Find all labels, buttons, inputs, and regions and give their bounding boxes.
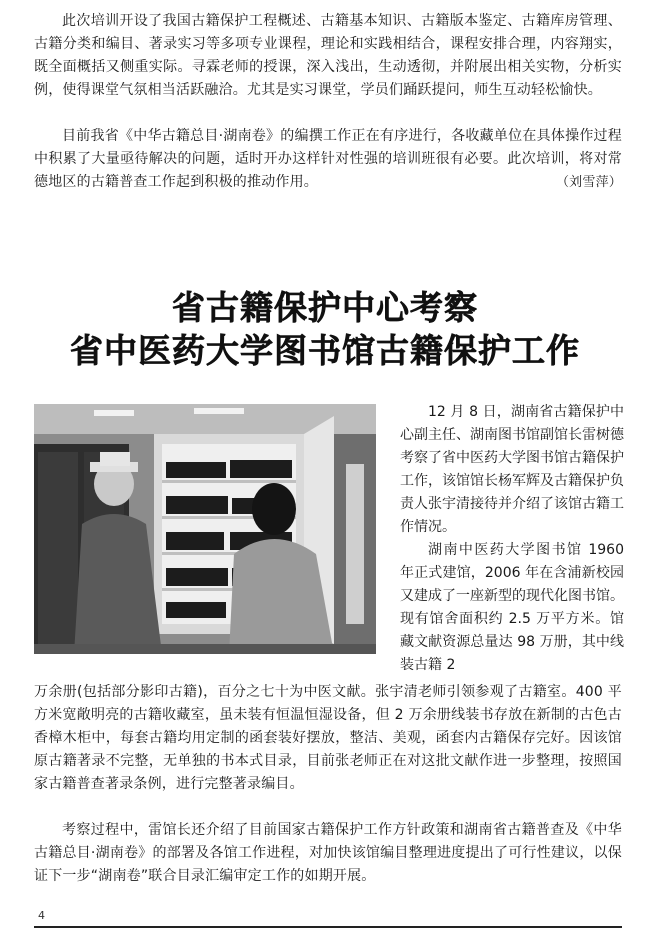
article-paragraph-3: 考察过程中，雷馆长还介绍了目前国家古籍保护工作方针政策和湖南省古籍普查及《中华古籍总目·湖南卷》的部署及各馆工作进程，对加快该馆编目整理进度提出了可行性建议，以保证下一步“湖南卷”联合目录汇编审定工作的如期开展。 xyxy=(34,822,622,884)
article-paragraph-1: 12 月 8 日，湖南省古籍保护中心副主任、湖南图书馆副馆长雷树德考察了省中医药大学图书馆古籍保护工作，该馆馆长杨军辉及古籍保护负责人张宇清接待并介绍了该馆古籍工作情况。 xyxy=(400,404,624,535)
author-signature: （刘雪萍） xyxy=(555,175,622,190)
article-headline-line-2: 省中医药大学图书馆古籍保护工作 xyxy=(70,331,580,370)
article-headline-line-1: 省古籍保护中心考察 xyxy=(172,288,478,327)
footer-rule xyxy=(34,926,622,928)
article-paragraph-2-continued: 万余册(包括部分影印古籍)，百分之七十为中医文献。张宇清老师引领参观了古籍室。400 平方米宽敞明亮的古籍收藏室，虽未装有恒温恒湿设备，但 2 万余册线装书存放在新制的古色古香樟木柜中，每套古籍均用定制的函套装好摆放，整洁、美观，函套内古籍保存完好。因该馆原古籍著录不完整，无单独的书本式目录，目前张老师正在对这批文献作进一步整理，按照国家古籍普查著录条例，进行完整著录编目。 xyxy=(34,684,622,792)
page-number: 4 xyxy=(38,909,45,922)
intro-paragraph-2-text: 目前我省《中华古籍总目·湖南卷》的编撰工作正在有序进行，各收藏单位在具体操作过程中积累了大量亟待解决的问题，适时开办这样针对性强的培训班很有必要。此次培训，将对常德地区的古籍普查工作起到积极的推动作用。 xyxy=(34,128,622,190)
intro-paragraph-1: 此次培训开设了我国古籍保护工程概述、古籍基本知识、古籍版本鉴定、古籍库房管理、古籍分类和编目、著录实习等多项专业课程，理论和实践相结合，课程安排合理，内容翔实，既全面概括又侧重实际。寻霖老师的授课，深入浅出，生动透彻，并附展出相关实物，分析实例，使得课堂气氛相当活跃融洽。尤其是实习课堂，学员们踊跃提问，师生互动轻松愉快。 xyxy=(34,13,622,98)
article-paragraph-2-start: 湖南中医药大学图书馆 1960 年正式建馆，2006 年在含浦新校园又建成了一座新型的现代化图书馆。现有馆舍面积约 2.5 万平方米。馆藏文献资源总量达 98 万册，其中线装古籍 2 xyxy=(400,542,624,673)
photo-illustration xyxy=(34,404,376,654)
article-column-text xyxy=(400,401,624,677)
intro-paragraph-2 xyxy=(34,125,622,194)
article-photo xyxy=(34,404,376,654)
